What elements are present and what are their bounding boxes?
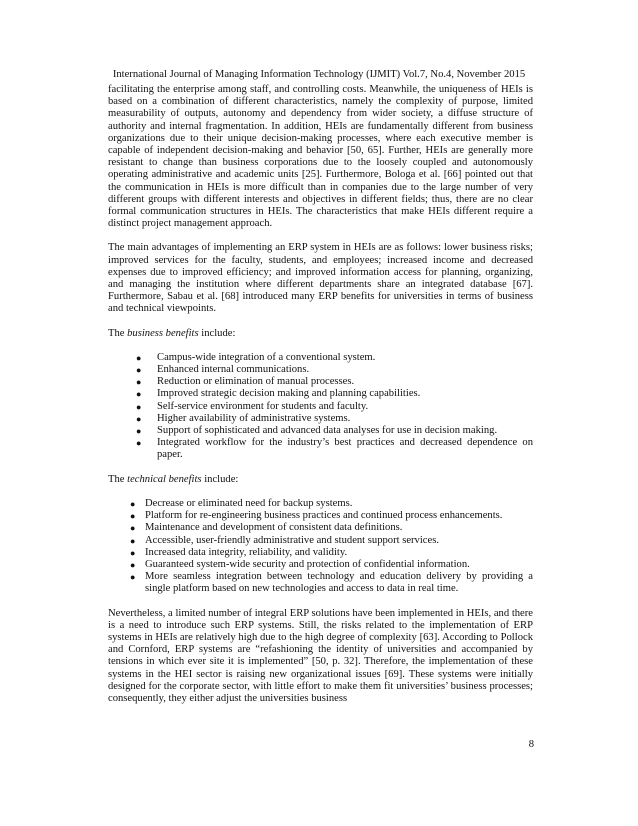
list-item: [108, 535, 533, 547]
page-number: 8: [528, 739, 534, 750]
paragraph-spacer: [108, 230, 533, 242]
list-item-text: Enhanced internal communications.: [157, 364, 310, 376]
list-item-text: Increased data integrity, reliability, and validity.: [145, 546, 348, 558]
business-intro-suffix: include:: [198, 327, 236, 339]
list-item: [108, 413, 533, 425]
paragraph-heis-characteristics: facilitating the enterprise among staff, and controlling costs. Meanwhile, the uniqueness of HEIs is based on a combination of different characteristics, namely the complexity of purpose, limited measurability of outputs, autonomy and dependency from wider society, a diffuse structure of authority and internal fragmentation. In addition, HEIs are fundamentally different from business organizations due to their unique decision-making processes, where each executive member is capable of independent decision-making and behavior [50, 65]. Further, HEIs are generally more resistant to change than business corporations due to the loosely coupled and autonomously operating administrative and academic units [25]. Furthermore, Bologa et al. [66] pointed out that the communication in HEIs is more difficult than in companies due to the large number of very different groups with different interests and objectives in different fields; thus, there are no clear formal communication structures in HEIs. The characteristics that make HEIs different require a distinct project management approach.: [108, 84, 533, 230]
list-item-text: Platform for re-engineering business practices and continued process enhancements.: [145, 510, 503, 522]
list-item: [108, 547, 533, 559]
business-benefits-list: [108, 352, 533, 462]
list-item-text: Guaranteed system-wide security and protection of confidential information.: [145, 558, 470, 570]
list-item-text: Self-service environment for students and faculty.: [157, 400, 369, 412]
bullet-icon: ●: [130, 572, 136, 583]
bullet-icon: ●: [130, 498, 136, 509]
list-item: [108, 388, 533, 400]
paragraph-spacer: [108, 486, 533, 498]
technical-benefits-term: technical benefits: [127, 473, 202, 485]
list-item: [108, 498, 533, 510]
list-item-text: Support of sophisticated and advanced data analyses for use in decision making.: [157, 425, 498, 437]
bullet-icon: ●: [136, 377, 142, 388]
list-item-text: Integrated workflow for the industry’s best practices and decreased dependence on paper.: [157, 437, 533, 461]
paragraph-spacer: [108, 596, 533, 608]
bullet-icon: ●: [130, 559, 136, 570]
list-item-text: Improved strategic decision making and planning capabilities.: [157, 388, 421, 400]
technical-intro-prefix: The: [108, 473, 128, 485]
list-item: [108, 376, 533, 388]
bullet-icon: ●: [136, 438, 142, 449]
list-item-text: Accessible, user-friendly administrative and student support services.: [145, 534, 439, 546]
bullet-icon: ●: [130, 523, 136, 534]
list-item-text: Reduction or elimination of manual processes.: [157, 376, 355, 388]
bullet-icon: ●: [136, 365, 142, 376]
bullet-icon: ●: [130, 511, 136, 522]
list-item: [108, 559, 533, 571]
list-item: [108, 364, 533, 376]
technical-benefits-intro: [108, 474, 533, 486]
paragraph-erp-advantages: The main advantages of implementing an ERP system in HEIs are as follows: lower business risks; improved services for the faculty, students, and employees; increased income and decreased expenses due to improved efficiency; and improved information access for planning, organizing, and managing the institution where different departments share an integrated database [67]. Furthermore, Sabau et al. [68] introduced many ERP benefits for universities in terms of business and technical viewpoints.: [108, 242, 533, 315]
business-benefits-term: business benefits: [127, 327, 199, 339]
list-item: [108, 510, 533, 522]
running-header: International Journal of Managing Information Technology (IJMIT) Vol.7, No.4, November 2015: [112, 69, 526, 80]
list-item: [108, 522, 533, 534]
technical-benefits-list: [108, 498, 533, 596]
list-item-text: Decrease or eliminated need for backup systems.: [145, 497, 353, 509]
paragraph-spacer: [108, 340, 533, 352]
business-intro-prefix: The: [108, 327, 128, 339]
list-item-text: Maintenance and development of consistent data definitions.: [145, 522, 403, 534]
paragraph-spacer: [108, 316, 533, 328]
paragraph-erp-risks: Nevertheless, a limited number of integral ERP solutions have been implemented in HEIs, and there is a need to introduce such ERP systems. Still, the risks related to the implementation of ERP systems in HEIs are relatively high due to the high degree of complexity [63]. According to Pollock and Cornford, ERP systems are “refashioning the identity of universities and accompanied by tensions in which ever site it is implemented” [50, p. 32]. Therefore, the implementation of these systems in the HEI sector is raising new organizational issues [69]. These systems were initially designed for the corporate sector, with little effort to make them fit universities’ business processes; consequently, they either adjust the universities business: [108, 607, 533, 704]
list-item: [108, 437, 533, 461]
bullet-icon: ●: [136, 413, 142, 424]
list-item-text: Higher availability of administrative systems.: [157, 412, 351, 424]
bullet-icon: ●: [136, 426, 142, 437]
bullet-icon: ●: [136, 401, 142, 412]
bullet-icon: ●: [130, 535, 136, 546]
list-item: [108, 571, 533, 595]
paragraph-spacer: [108, 462, 533, 474]
bullet-icon: ●: [130, 547, 136, 558]
list-item: [108, 401, 533, 413]
list-item: [108, 352, 533, 364]
body-text: [108, 84, 533, 705]
bullet-icon: ●: [136, 389, 142, 400]
list-item: [108, 425, 533, 437]
list-item-text: More seamless integration between technology and education delivery by providing a single platform based on new technologies and access to data in real time.: [145, 571, 533, 595]
business-benefits-intro: [108, 328, 533, 340]
list-item-text: Campus-wide integration of a conventional system.: [157, 351, 376, 363]
bullet-icon: ●: [136, 352, 142, 363]
technical-intro-suffix: include:: [201, 473, 239, 485]
